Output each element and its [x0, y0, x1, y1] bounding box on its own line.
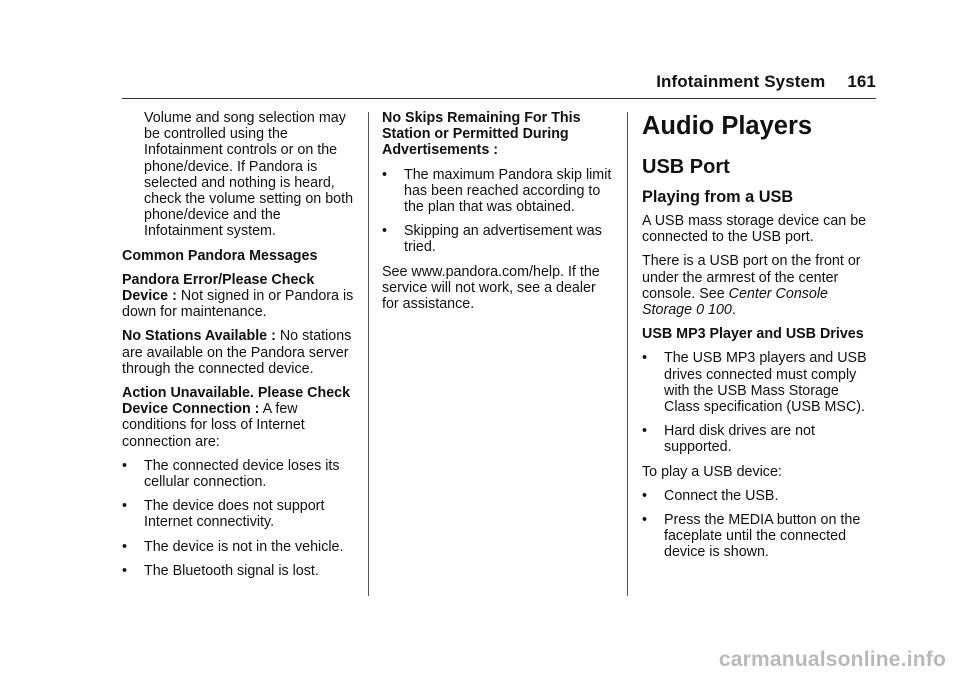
bullet: • [122, 538, 128, 555]
list-item: • The device is not in the vehicle. [122, 538, 344, 555]
message-entry [122, 385, 356, 450]
bullet: • [382, 223, 388, 240]
bullet: • [642, 350, 648, 367]
bullet: • [642, 512, 648, 529]
bullet: • [642, 423, 648, 440]
list-item: • Press the MEDIA button on the faceplate until the connected device is shown. [642, 512, 861, 561]
chapter-title: Audio Players [642, 112, 813, 140]
message-text: No stations are available on the Pandora server through the connected device. [122, 328, 352, 377]
list-item: • The maximum Pandora skip limit has been reached according to the plan that was obtained. [382, 166, 612, 216]
message-text: Not signed in or Pandora is down for maintenance. [122, 288, 354, 321]
list-item: • The device does not support Internet connectivity. [122, 498, 325, 531]
skip-heading: No Skips Remaining For This Station or Permitted During Advertisements : [382, 110, 581, 159]
list-item: • The Bluetooth signal is lost. [122, 562, 319, 579]
column-right [642, 110, 876, 569]
message-label: No Stations Available : [122, 328, 276, 345]
bullet: • [122, 498, 128, 515]
bullet: • [122, 562, 128, 579]
column-divider [368, 112, 369, 596]
message-entry [122, 272, 356, 321]
page-number: 161 [847, 72, 876, 91]
list-item: • Hard disk drives are not supported. [642, 423, 815, 456]
intro-paragraph: Volume and song selection may be controlled using the Infotainment controls or on the phone/device. If Pandora is selected and nothing is heard, check the volume setting on both phone/device and the Infotainment system. [144, 110, 354, 240]
page-header [0, 72, 876, 92]
list-item: • Skipping an advertisement was tried. [382, 223, 602, 256]
column-divider [627, 112, 628, 596]
list-item: • Connect the USB. [642, 487, 779, 504]
message-label: Pandora Error/Please Check Device : [122, 271, 315, 305]
message-label: Action Unavailable. Please Check Device Connection : [122, 385, 351, 418]
play-intro: To play a USB device: [642, 463, 782, 480]
message-text: A few conditions for loss of Internet connection are: [122, 401, 305, 450]
page-ref-number: 100 [708, 302, 732, 319]
subsection-heading: Playing from a USB [642, 188, 794, 206]
bullet: • [642, 487, 648, 504]
bullet: • [122, 457, 128, 474]
usb-port-paragraph: There is a USB port on the front or under the armrest of the center console. See Center Console Storage 0 100. [642, 253, 861, 319]
list-item: • The connected device loses its cellular connection. [122, 457, 340, 491]
help-paragraph: See www.pandora.com/help. If the service will not work, see a dealer for assistance. [382, 263, 600, 313]
usb-intro-paragraph: A USB mass storage device can be connected to the USB port. [642, 213, 867, 246]
header-rule [122, 98, 876, 99]
message-entry [122, 328, 356, 377]
section-heading: USB Port [642, 156, 730, 178]
column-middle [382, 110, 616, 320]
section-title: Infotainment System [656, 72, 826, 91]
list-item: • The USB MP3 players and USB drives connected must comply with the USB Mass Storage Class specification (USB MSC). [642, 350, 867, 416]
mp3-heading: USB MP3 Player and USB Drives [642, 326, 864, 343]
watermark: carmanualsonline.info [718, 648, 946, 671]
page-ref-icon: 0 [696, 302, 705, 319]
column-left [122, 110, 356, 587]
messages-heading: Common Pandora Messages [122, 247, 318, 264]
bullet: • [382, 166, 388, 183]
cross-reference-link[interactable]: Center Console Storage [642, 285, 828, 319]
